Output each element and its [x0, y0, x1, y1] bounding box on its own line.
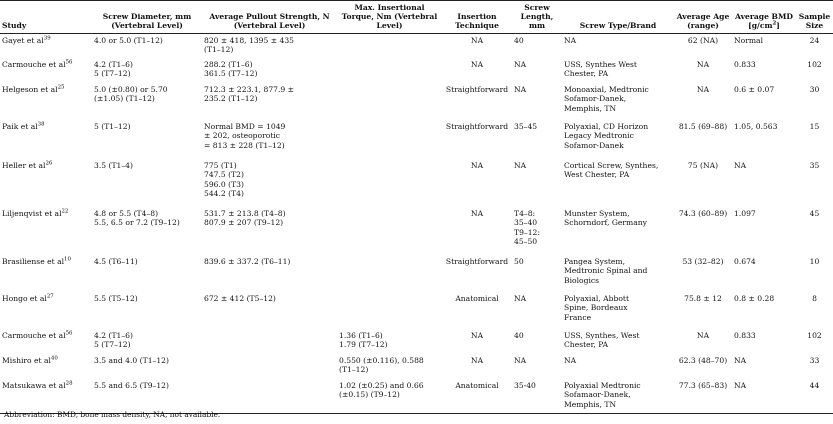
cell-pullout-text: Normal BMD = 1049 ± 202, osteoporotic = 813 ± 228 (T1–12): [204, 122, 286, 150]
cell-length: [512, 83, 562, 120]
cell-pullout: [202, 58, 337, 83]
cell-torque: [337, 159, 442, 207]
cell-pullout-text: 531.7 ± 213.8 (T4–8) 807.9 ± 207 (T9–12): [204, 209, 286, 228]
cell-technique-text: NA: [470, 60, 484, 70]
cell-bmd: [732, 354, 796, 379]
bmd-unit-superscript: 2: [772, 20, 777, 27]
cell-age: [674, 120, 732, 159]
cell-length: [512, 292, 562, 329]
study-name: Carmouche et al: [2, 60, 66, 70]
header-study: Study: [2, 21, 27, 31]
table-row: [0, 159, 833, 207]
cell-sample-text: 102: [807, 60, 822, 70]
cell-diameter: [92, 329, 202, 354]
cell-technique-text: NA: [470, 356, 484, 366]
study-name: Carmouche et al: [2, 331, 66, 341]
cell-bmd: [732, 159, 796, 207]
table-row: [0, 83, 833, 120]
table-row: [0, 58, 833, 83]
cell-type: [562, 120, 674, 159]
table-footnote: Abbreviation: BMD, bone mass density, NA, not available.: [4, 410, 221, 419]
cell-torque: [337, 354, 442, 379]
cell-diameter-text: 5.5 (T5–12): [94, 294, 138, 304]
table-row: [0, 292, 833, 329]
cell-torque: [337, 58, 442, 83]
cell-technique-text: NA: [470, 209, 484, 219]
cell-sample: [796, 207, 833, 255]
cell-length-text: T4–8: 35–40 T9–12: 45–50: [514, 209, 540, 246]
cell-sample: [796, 83, 833, 120]
cell-length-text: 40: [514, 331, 524, 341]
study-reference: 28: [65, 380, 73, 387]
cell-technique: [442, 58, 512, 83]
table-row: [0, 120, 833, 159]
cell-pullout: [202, 83, 337, 120]
header-length: Screw Length, mm: [520, 3, 554, 31]
cell-torque-text: 1.02 (±0.25) and 0.66 (±0.15) (T9–12): [339, 381, 424, 400]
cell-bmd: [732, 120, 796, 159]
header-age: Average Age (range): [676, 12, 730, 31]
cell-sample: [796, 329, 833, 354]
cell-torque: [337, 83, 442, 120]
cell-technique-text: NA: [470, 35, 484, 45]
cell-length-text: 35–45: [514, 122, 538, 132]
cell-sample: [796, 33, 833, 58]
cell-type: [562, 207, 674, 255]
cell-type: [562, 354, 674, 379]
cell-type: [562, 83, 674, 120]
study-name: Hongo et al: [2, 294, 47, 304]
cell-sample: [796, 292, 833, 329]
cell-diameter: [92, 354, 202, 379]
cell-pullout-text: 672 ± 412 (T5–12): [204, 294, 276, 304]
cell-sample-text: 8: [812, 294, 817, 304]
cell-bmd-text: 1.097: [734, 209, 756, 219]
cell-technique-text: Anatomical: [455, 294, 499, 304]
cell-type: [562, 255, 674, 292]
cell-type-text: Cortical Screw, Synthes, West Chester, PA: [564, 161, 659, 180]
cell-age: [674, 33, 732, 58]
cell-bmd-text: NA: [734, 161, 747, 171]
study-reference: 27: [46, 293, 54, 300]
cell-sample: [796, 379, 833, 413]
cell-length: [512, 379, 562, 413]
cell-age: [674, 354, 732, 379]
cell-technique: [442, 207, 512, 255]
cell-technique: [442, 120, 512, 159]
cell-sample-text: 35: [809, 161, 820, 171]
cell-age-text: 77.3 (65–83): [678, 381, 728, 391]
cell-diameter-text: 4.0 or 5.0 (T1–12): [94, 35, 163, 45]
table-row: [0, 379, 833, 413]
cell-study: [0, 159, 92, 207]
cell-sample: [796, 255, 833, 292]
cell-sample-text: 44: [809, 381, 820, 391]
cell-sample-text: 102: [807, 331, 822, 341]
cell-diameter-text: 4.8 or 5.5 (T4–8) 5.5, 6.5 or 7.2 (T9–12): [94, 209, 180, 228]
cell-pullout: [202, 120, 337, 159]
cell-length-text: 40: [514, 35, 524, 45]
cell-torque: [337, 329, 442, 354]
table-row: [0, 33, 833, 58]
cell-technique-text: NA: [470, 331, 484, 341]
cell-length: [512, 120, 562, 159]
cell-type: [562, 329, 674, 354]
cell-diameter-text: 4.5 (T6–11): [94, 257, 138, 267]
cell-type-text: NA: [564, 356, 577, 366]
cell-type: [562, 292, 674, 329]
cell-study: [0, 329, 92, 354]
cell-age-text: 53 (32–82): [682, 257, 724, 267]
cell-diameter-text: 4.2 (T1–6) 5 (T7–12): [94, 60, 133, 79]
cell-technique: [442, 255, 512, 292]
study-name: Liljenqvist et al: [2, 209, 62, 219]
cell-pullout: [202, 207, 337, 255]
cell-sample-text: 10: [809, 257, 820, 267]
cell-type: [562, 159, 674, 207]
cell-diameter-text: 5 (T1–12): [94, 122, 131, 132]
cell-bmd-text: 1.05, 0.563: [734, 122, 778, 132]
study-reference: 56: [65, 330, 73, 337]
cell-length-text: NA: [514, 85, 527, 95]
study-reference: 25: [57, 84, 65, 91]
cell-bmd-text: NA: [734, 381, 747, 391]
cell-type: [562, 58, 674, 83]
cell-length: [512, 33, 562, 58]
cell-sample-text: 15: [809, 122, 820, 132]
cell-type: [562, 379, 674, 413]
cell-length: [512, 255, 562, 292]
cell-diameter: [92, 33, 202, 58]
cell-study: [0, 58, 92, 83]
cell-diameter: [92, 255, 202, 292]
study-reference: 40: [50, 355, 58, 362]
cell-length-text: NA: [514, 60, 527, 70]
cell-age-text: 62.3 (48–70): [678, 356, 728, 366]
cell-type-text: Monoaxial, Medtronic Sofamor-Danek, Memphis, TN: [564, 85, 649, 113]
cell-bmd-text: 0.674: [734, 257, 756, 267]
cell-technique: [442, 379, 512, 413]
cell-torque-text: 0.550 (±0.116), 0.588 (T1–12): [339, 356, 424, 375]
cell-torque-text: 1.36 (T1–6) 1.79 (T7–12): [339, 331, 388, 350]
cell-type-text: NA: [564, 35, 577, 45]
cell-sample: [796, 120, 833, 159]
cell-age-text: 75.8 ± 12: [684, 294, 722, 304]
cell-diameter-text: 5.5 and 6.5 (T9–12): [94, 381, 169, 391]
cell-type-text: Polyaxial, Abbott Spine, Bordeaux France: [564, 294, 629, 322]
cell-age: [674, 83, 732, 120]
study-name: Mishiro et al: [2, 356, 51, 366]
cell-bmd: [732, 329, 796, 354]
cell-length-text: NA: [514, 294, 527, 304]
cell-pullout: [202, 379, 337, 413]
table-row: [0, 207, 833, 255]
cell-age-text: NA: [696, 60, 710, 70]
table-body: [0, 33, 833, 413]
cell-pullout: [202, 255, 337, 292]
header-screw-diameter: Screw Diameter, mm (Vertebral Level): [102, 12, 192, 31]
cell-pullout-text: 820 ± 418, 1395 ± 435 (T1–12): [204, 35, 295, 54]
cell-bmd: [732, 58, 796, 83]
study-reference: 39: [43, 35, 51, 42]
cell-bmd-text: 0.6 ± 0.07: [734, 85, 775, 95]
cell-study: [0, 255, 92, 292]
header-type: Screw Type/Brand: [579, 21, 657, 31]
cell-age-text: 75 (NA): [687, 161, 719, 171]
cell-diameter: [92, 292, 202, 329]
cell-sample-text: 33: [809, 356, 820, 366]
cell-length: [512, 354, 562, 379]
cell-age-text: NA: [696, 331, 710, 341]
cell-torque: [337, 207, 442, 255]
table-row: [0, 354, 833, 379]
cell-torque: [337, 255, 442, 292]
cell-study: [0, 120, 92, 159]
cell-torque: [337, 33, 442, 58]
cell-length: [512, 329, 562, 354]
cell-study: [0, 33, 92, 58]
study-reference: 10: [64, 256, 71, 263]
cell-diameter: [92, 379, 202, 413]
cell-bmd: [732, 255, 796, 292]
cell-age-text: 81.5 (69–88): [678, 122, 728, 132]
cell-bmd-text: 0.8 ± 0.28: [734, 294, 775, 304]
cell-length-text: NA: [514, 161, 527, 171]
cell-bmd: [732, 292, 796, 329]
cell-diameter: [92, 159, 202, 207]
header-torque: Max. Insertional Torque, Nm (Vertebral Level): [341, 3, 438, 31]
study-name: Brasiliense et al: [2, 257, 65, 267]
cell-study: [0, 207, 92, 255]
cell-study: [0, 83, 92, 120]
cell-length: [512, 58, 562, 83]
header-sample: Sample Size: [798, 12, 831, 31]
cell-age-text: 62 (NA): [687, 35, 719, 45]
header-technique: Insertion Technique: [455, 12, 499, 31]
cell-age: [674, 329, 732, 354]
cell-pullout: [202, 329, 337, 354]
cell-sample: [796, 159, 833, 207]
cell-type-text: USS, Synthes West Chester, PA: [564, 60, 637, 79]
cell-technique: [442, 159, 512, 207]
cell-age: [674, 292, 732, 329]
cell-length: [512, 207, 562, 255]
cell-type: [562, 33, 674, 58]
cell-pullout-text: 775 (T1) 747.5 (T2) 596.0 (T3) 544.2 (T4): [204, 161, 244, 198]
study-reference: 56: [65, 59, 73, 66]
cell-type-text: USS, Synthes, West Chester, PA: [564, 331, 640, 350]
cell-pullout-text: 288.2 (T1–6) 361.5 (T7–12): [204, 60, 258, 79]
cell-age: [674, 58, 732, 83]
study-name: Heller et al: [2, 161, 46, 171]
cell-diameter: [92, 83, 202, 120]
cell-diameter: [92, 120, 202, 159]
cell-technique: [442, 354, 512, 379]
cell-pullout: [202, 292, 337, 329]
table-row: [0, 329, 833, 354]
cell-technique-text: Straightforward: [445, 85, 509, 95]
cell-bmd: [732, 379, 796, 413]
cell-technique: [442, 83, 512, 120]
cell-bmd-text: NA: [734, 356, 747, 366]
cell-torque: [337, 379, 442, 413]
cell-technique-text: Straightforward: [445, 257, 509, 267]
study-name: Helgeson et al: [2, 85, 58, 95]
cell-type-text: Munster System, Schorndorf, Germany: [564, 209, 647, 228]
cell-type-text: Pangea System, Medtronic Spinal and Biologics: [564, 257, 648, 285]
cell-pullout: [202, 159, 337, 207]
cell-age: [674, 207, 732, 255]
cell-age: [674, 159, 732, 207]
study-name: Gayet et al: [2, 35, 44, 45]
cell-pullout-text: 712.3 ± 223.1, 877.9 ± 235.2 (T1–12): [204, 85, 295, 104]
cell-age: [674, 255, 732, 292]
cell-sample-text: 30: [809, 85, 820, 95]
cell-pullout: [202, 33, 337, 58]
cell-length: [512, 159, 562, 207]
cell-diameter: [92, 58, 202, 83]
cell-bmd-text: 0.833: [734, 60, 756, 70]
header-bmd: Average BMD $[g/cm^2]$: [735, 12, 793, 31]
cell-technique-text: Anatomical: [455, 381, 499, 391]
cell-length-text: NA: [514, 356, 527, 366]
cell-sample-text: 24: [809, 35, 820, 45]
cell-age-text: 74.3 (60–89): [678, 209, 728, 219]
cell-diameter-text: 4.2 (T1–6) 5 (T7–12): [94, 331, 133, 350]
cell-torque: [337, 292, 442, 329]
cell-technique: [442, 292, 512, 329]
cell-bmd: [732, 207, 796, 255]
cell-age-text: NA: [696, 85, 710, 95]
cell-torque: [337, 120, 442, 159]
cell-age: [674, 379, 732, 413]
cell-type-text: Polyaxial, CD Horizon Legacy Medtronic Sofamor-Danek: [564, 122, 649, 150]
cell-sample: [796, 354, 833, 379]
study-reference: 26: [45, 160, 53, 167]
cell-technique: [442, 33, 512, 58]
cell-pullout-text: 839.6 ± 337.2 (T6–11): [204, 257, 291, 267]
cell-diameter-text: 3.5 and 4.0 (T1–12): [94, 356, 169, 366]
study-reference: 22: [61, 208, 69, 215]
cell-technique-text: NA: [470, 161, 484, 171]
cell-sample-text: 45: [809, 209, 820, 219]
cell-bmd: [732, 33, 796, 58]
cell-sample: [796, 58, 833, 83]
table-header: [0, 1, 833, 34]
cell-study: [0, 292, 92, 329]
cell-diameter-text: 3.5 (T1–4): [94, 161, 133, 171]
cell-technique-text: Straightforward: [445, 122, 509, 132]
cell-type-text: Polyaxial Medtronic Sofamaor-Danek, Memphis, TN: [564, 381, 641, 409]
study-reference: 38: [37, 121, 45, 128]
cell-diameter: [92, 207, 202, 255]
study-name: Matsukawa et al: [2, 381, 66, 391]
cell-study: [0, 354, 92, 379]
cell-length-text: 50: [514, 257, 524, 267]
cell-bmd: [732, 83, 796, 120]
header-pullout: Average Pullout Strength, N (Vertebral Level): [209, 12, 330, 31]
study-name: Paik et al: [2, 122, 38, 132]
cell-technique: [442, 329, 512, 354]
cell-pullout: [202, 354, 337, 379]
cell-diameter-text: 5.0 (±0.80) or 5.70 (±1.05) (T1–12): [94, 85, 168, 104]
cell-bmd-text: 0.833: [734, 331, 756, 341]
cell-length-text: 35-40: [514, 381, 536, 391]
table-row: [0, 255, 833, 292]
cell-bmd-text: Normal: [734, 35, 764, 45]
cell-study: [0, 379, 92, 413]
